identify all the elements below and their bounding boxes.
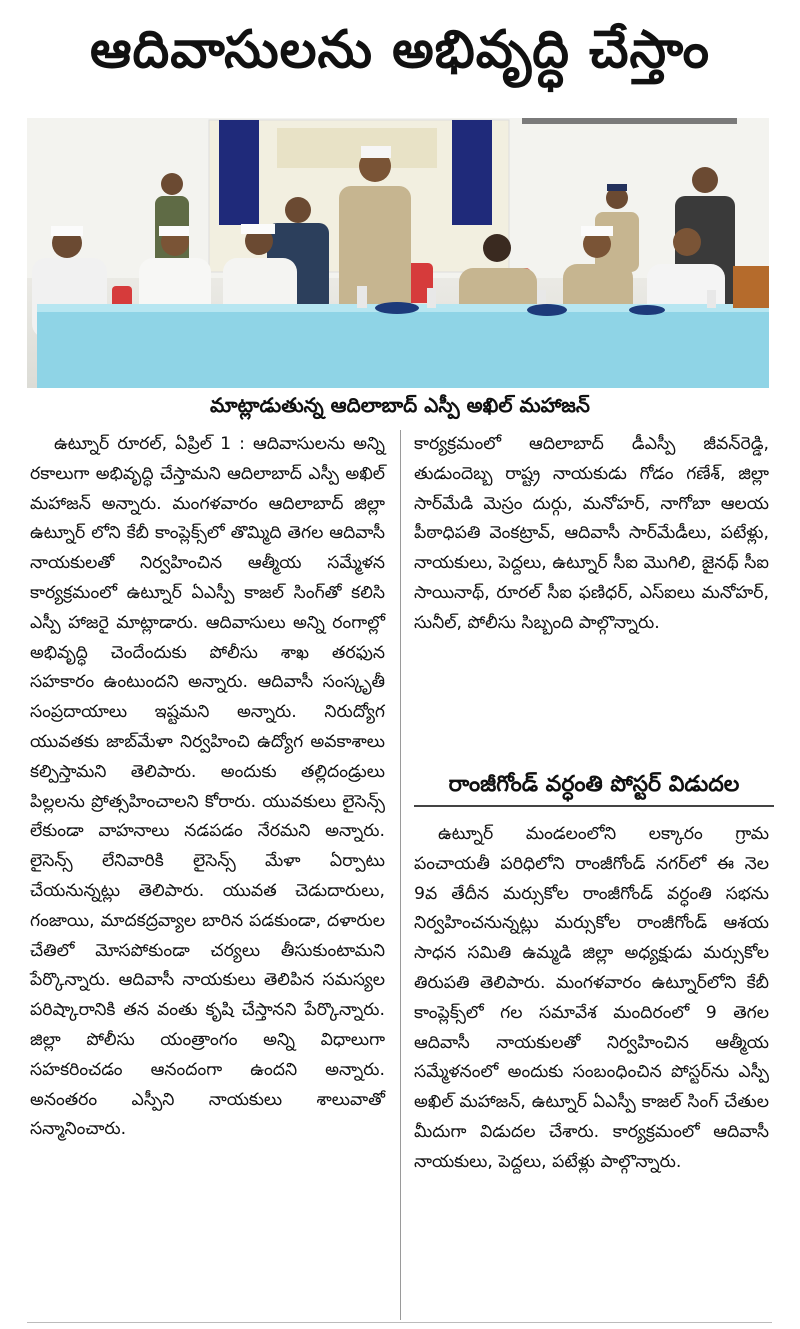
meeting-scene-illustration [27,118,769,388]
bottom-rule [27,1322,772,1323]
column-divider [400,430,401,1320]
sub-article-paragraph: ఉట్నూర్ మండలంలోని లక్కారం గ్రామ పంచాయతీ పరిధిలోని రాంజీగోండ్ నగర్‌లో ఈ నెల 9వ తేదీన మర్సుకోల రాంజీగోండ్ వర్ధంతి సభను నిర్వహించనున్నట్లు మర్సుకోల రాంజీగోండ్ ఆశయ సాధన సమితి ఉమ్మడి జిల్లా అధ్యక్షుడు మర్సుకోల తిరుపతి తెలిపారు. మంగళవారం ఉట్నూర్‌లోని కేబీ కాంప్లెక్స్‌లో గల సమావేశ మందిరంలో 9 తెగల ఆదివాసీ నాయకులతో నిర్వహించిన ఆత్మీయ సమ్మేళనంలో అందుకు సంబంధించిన పోస్టర్‌ను ఎస్పీ అఖిల్ మహాజన్, ఉట్నూర్ ఏఎస్పీ కాజల్ సింగ్ చేతుల మీదుగా విడుదల చేశారు. కార్యక్రమంలో ఆదివాసీ నాయకులు, పెద్దలు, పటేళ్లు పాల్గొన్నారు. [414,824,769,1172]
article-paragraph: ఉట్నూర్ రూరల్, ఏప్రిల్ 1 : ఆదివాసులను అన్ని రకాలుగా అభివృద్ధి చేస్తామని ఆదిలాబాద్ ఎస్పీ అఖిల్ మహాజన్ అన్నారు. మంగళవారం ఆదిలాబాద్ జిల్లా ఉట్నూర్ లోని కేబీ కాంప్లెక్స్‌లో తొమ్మిది తెగల ఆదివాసీ నాయకులతో నిర్వహించిన ఆత్మీయ సమ్మేళన కార్యక్రమంలో ఉట్నూర్ ఏఎస్పీ కాజల్ సింగ్‌తో కలిసి ఎస్పీ హాజరై మాట్లాడారు. ఆదివాసులు అన్ని రంగాల్లో అభివృద్ధి చెందేందుకు పోలీసు శాఖ తరఫున సహకారం ఉంటుందని అన్నారు. ఆదివాసీ సంస్కృతీ సంప్రదాయాలు ఇష్టమని అన్నారు. నిరుద్యోగ యువతకు జాబ్‌మేళా నిర్వహించి ఉద్యోగ అవకాశాలు కల్పిస్తామని తెలిపారు. అందుకు తల్లిదండ్రులు పిల్లలను ప్రోత్సహించాలని కోరారు. యువకులు లైసెన్స్ లేకుండా వాహనాలు నడపడం నేరమని అన్నారు. లైసెన్స్ లేనివారికి లైసెన్స్ మేళా ఏర్పాటు చేయనున్నట్లు తెలిపారు. యువత చెడుదారులు, గంజాయి, మాదకద్రవ్యాల బారిన పడకుండా, దళారుల చేతిలో మోసపోకుండా చర్యలు తీసుకుంటామని పేర్కొన్నారు. ఆదివాసీ నాయకులు తెలిపిన సమస్యల పరిష్కారానికి తన వంతు కృషి చేస్తానని పేర్కొన్నారు. జిల్లా పోలీసు యంత్రాంగం అన్ని విధాలుగా సహకరించడం ఆనందంగా ఉందని అన్నారు. అనంతరం ఎస్పీని నాయకులు శాలువాతో సన్మానించారు. [30,434,385,1140]
news-photo [27,118,769,388]
sub-headline: రాంజీగోండ్ వర్ధంతి పోస్టర్ విడుదల [414,765,774,807]
headline: ఆదివాసులను అభివృద్ధి చేస్తాం [90,19,710,80]
article-body-right-column [414,430,769,765]
sub-article-body [414,820,769,1178]
article-body-left-column [30,430,385,1320]
article-paragraph-continued: కార్యక్రమంలో ఆదిలాబాద్ డీఎస్పీ జీవన్‌రెడ్డి, తుడుందెబ్బ రాష్ట్ర నాయకుడు గోడం గణేశ్, జిల్లా సార్‌మేడి మెస్రం దుర్గు, మనోహర్, నాగోబా ఆలయ పీఠాధిపతి వెంకట్రావ్, ఆదివాసీ సార్‌మేడీలు, పటేళ్లు, నాయకులు, పెద్దలు, ఉట్నూర్ సీఐ మొగిలి, జైనథ్ సీఐ సాయినాథ్, రూరల్ సీఐ ఫణిధర్, ఎస్ఐలు మనోహర్, సునీల్, పోలీసు సిబ్బంది పాల్గొన్నారు. [414,434,769,633]
photo-caption: మాట్లాడుతున్న ఆదిలాబాద్ ఎస్పీ అఖిల్ మహాజన్ [210,392,590,417]
